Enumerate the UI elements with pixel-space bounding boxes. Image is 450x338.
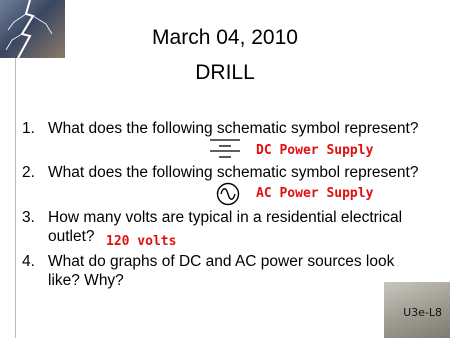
question-number: 4. — [22, 253, 35, 270]
question-text-line2: outlet? — [48, 228, 95, 245]
question-text: What does the following schematic symbol represent? — [48, 164, 419, 181]
slide-heading: DRILL — [195, 61, 255, 84]
dc-power-supply-icon — [210, 137, 242, 159]
question-text-line2: like? Why? — [48, 272, 124, 289]
slide-code-badge — [384, 282, 450, 338]
question-number: 1. — [22, 120, 35, 137]
ac-power-supply-icon — [215, 182, 241, 206]
answer-2: AC Power Supply — [256, 186, 374, 201]
answer-3: 120 volts — [106, 234, 177, 249]
question-number: 2. — [22, 164, 35, 181]
question-text: What does the following schematic symbol represent? — [48, 120, 419, 137]
question-text-line1: How many volts are typical in a residential electrical — [48, 209, 403, 226]
question-text-line1: What do graphs of DC and AC power sources look — [48, 253, 395, 270]
slide-date: March 04, 2010 — [152, 26, 298, 49]
left-divider — [15, 58, 16, 338]
answer-1: DC Power Supply — [256, 143, 374, 158]
slide-code: U3e-L8 — [403, 306, 442, 319]
question-number: 3. — [22, 209, 35, 226]
